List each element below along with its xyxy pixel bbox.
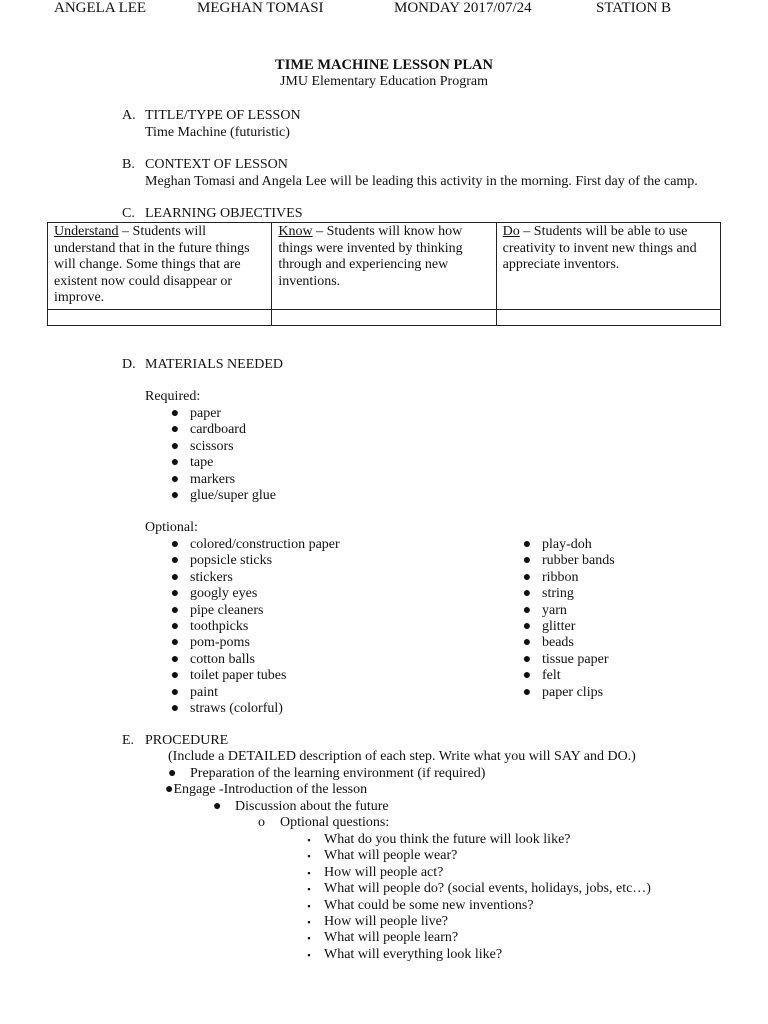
optional-material-item [168,586,340,602]
optional-material-item [168,537,340,553]
empty-cell [272,309,496,325]
optional-material-item [520,635,615,651]
procedure-note: (Include a DETAILED description of each step. Write what you will SAY and DO.) [168,749,636,764]
bullet-icon: ● [170,422,180,438]
circle-bullet-icon: o [258,815,265,830]
bullet-icon: ● [522,684,532,700]
procedure-prep-text: Preparation of the learning environment (if required) [190,766,486,781]
list-item-text: paint [190,684,218,700]
bullet-icon: ● [170,635,180,651]
question-item [302,848,651,864]
required-materials-list [168,406,276,504]
optional-questions-label: Optional questions: [280,815,390,830]
section-a [0,108,768,142]
empty-cell [496,309,720,325]
optional-material-item [520,603,615,619]
list-item-text: scissors [190,438,234,454]
optional-material-item [168,685,340,701]
section-letter: E. [122,733,135,748]
section-c [0,206,768,223]
bullet-icon: ● [170,406,180,421]
list-item-text: What do you think the future will look like? [324,832,571,847]
required-material-item [168,422,276,438]
objective-label: Do [502,224,520,239]
required-material-item [168,439,276,455]
list-item-text: cotton balls [190,651,255,667]
objective-know [272,223,496,310]
bullet-icon: ● [170,618,180,634]
question-item [302,914,651,930]
author-name-2: MEGHAN TOMASI [197,0,324,16]
bullet-icon: ● [522,651,532,667]
list-item-text: paper clips [542,684,604,700]
optional-material-item [520,570,615,586]
list-item-text: colored/construction paper [190,537,340,552]
section-body: Meghan Tomasi and Angela Lee will be leading this activity in the morning. First day of the camp. [145,173,698,189]
objective-understand [48,223,272,310]
question-item [302,898,651,914]
required-material-item [168,455,276,471]
bullet-icon: ● [170,455,180,471]
question-item [302,930,651,946]
section-b [0,157,768,191]
optional-materials-list-left [168,537,340,717]
square-bullet-icon: ▪ [307,835,311,845]
list-item-text: stickers [190,569,233,585]
procedure-engage-item [165,782,367,799]
optional-material-item [168,553,340,569]
required-material-item [168,406,276,422]
optional-material-item [520,668,615,684]
section-heading: TITLE/TYPE OF LESSON [145,108,301,123]
bullet-icon: ● [170,569,180,585]
square-bullet-icon: ▪ [307,916,311,927]
question-item [302,832,651,848]
bullet-icon: ● [170,700,180,716]
bullet-icon: ● [170,537,180,552]
bullet-icon: ● [170,487,180,503]
section-letter: B. [122,157,135,172]
optional-material-item [520,685,615,701]
optional-material-item [520,553,615,569]
list-item-text: googly eyes [190,586,258,602]
square-bullet-icon: ▪ [307,867,311,878]
list-item-text: How will people act? [324,864,444,880]
bullet-icon: ● [170,586,180,602]
procedure-prep-item [168,766,485,783]
list-item-text: glue/super glue [190,487,276,503]
question-item [302,947,651,963]
header-date: MONDAY 2017/07/24 [394,0,532,16]
section-d [0,357,768,374]
bullet-icon: ● [170,668,180,684]
square-bullet-icon: ▪ [307,933,311,944]
list-item-text: tissue paper [542,651,609,667]
section-heading: CONTEXT OF LESSON [145,157,288,172]
list-item-text: paper [190,406,222,421]
bullet-icon: ● [170,602,180,618]
bullet-icon: ● [170,553,180,569]
bullet-icon: ● [522,618,532,634]
questions-list [302,832,651,963]
list-item-text: beads [542,635,574,651]
author-name-1: ANGELA LEE [54,0,147,16]
optional-material-item [168,619,340,635]
optional-material-item [520,619,615,635]
document-title: TIME MACHINE LESSON PLAN [275,57,493,73]
bullet-icon: ● [170,438,180,454]
square-bullet-icon: ▪ [307,949,311,960]
section-e [0,733,768,750]
objectives-table [47,222,721,326]
bullet-icon: ● [165,782,174,797]
section-heading: PROCEDURE [145,733,229,748]
objective-text: – Students will be able to use creativity to invent new things and appreciate inventors. [502,224,697,272]
list-item-text: yarn [542,602,567,618]
empty-cell [48,309,272,325]
objective-text: – Students will understand that in the future things will change. Some things that are existent now could disappear or improve. [54,224,250,305]
list-item-text: ribbon [542,569,579,585]
square-bullet-icon: ▪ [307,851,311,862]
objectives-row [48,223,721,310]
optional-material-item [168,635,340,651]
bullet-icon: ● [213,799,222,814]
required-material-item [168,472,276,488]
bullet-icon: ● [522,586,532,602]
list-item-text: felt [542,668,561,684]
bullet-icon: ● [170,684,180,700]
section-heading: LEARNING OBJECTIVES [145,206,303,221]
optional-material-item [520,586,615,602]
section-heading: MATERIALS NEEDED [145,357,284,372]
list-item-text: What will people do? (social events, holidays, jobs, etc…) [324,881,651,897]
list-item-text: cardboard [190,422,246,438]
list-item-text: What will everything look like? [324,946,503,962]
bullet-icon: ● [170,651,180,667]
procedure-discussion-text: Discussion about the future [235,799,389,814]
list-item-text: pipe cleaners [190,602,264,618]
objective-label: Know [278,224,313,239]
list-item-text: How will people live? [324,913,449,929]
list-item-text: markers [190,471,236,487]
bullet-icon: ● [522,668,532,684]
objective-do [496,223,720,310]
list-item-text: string [542,586,574,602]
optional-material-item [520,652,615,668]
bullet-icon: ● [168,766,177,781]
question-item [302,881,651,897]
optional-material-item [168,701,340,717]
bullet-icon: ● [522,635,532,651]
list-item-text: straws (colorful) [190,700,283,716]
list-item-text: glitter [542,618,576,634]
optional-questions-item [258,815,389,832]
list-item-text: play-doh [542,537,592,552]
section-letter: D. [122,357,136,372]
optional-material-item [168,603,340,619]
list-item-text: What will people learn? [324,930,459,946]
list-item-text: toilet paper tubes [190,668,287,684]
optional-material-item [168,570,340,586]
list-item-text: pom-poms [190,635,250,651]
optional-material-item [168,652,340,668]
section-letter: C. [122,206,135,221]
procedure-engage-text: Engage -Introduction of the lesson [173,782,368,797]
optional-material-item [520,537,615,553]
bullet-icon: ● [522,569,532,585]
objective-text: – Students will know how things were invented by thinking through and experiencing new inventions. [278,224,463,289]
bullet-icon: ● [522,537,532,552]
bullet-icon: ● [522,602,532,618]
optional-label: Optional: [145,520,198,535]
bullet-icon: ● [170,471,180,487]
objective-label: Understand [54,224,119,239]
header-station: STATION B [596,0,672,16]
required-label: Required: [145,389,201,404]
document-subtitle: JMU Elementary Education Program [279,74,488,89]
section-letter: A. [122,108,136,123]
optional-materials-list-right [520,537,615,701]
bullet-icon: ● [522,553,532,569]
square-bullet-icon: ▪ [307,900,311,911]
list-item-text: tape [190,455,214,471]
section-body: Time Machine (futuristic) [145,124,290,140]
question-item [302,865,651,881]
procedure-discussion-item [213,799,389,816]
objectives-empty-row [48,309,721,325]
list-item-text: What could be some new inventions? [324,897,534,913]
list-item-text: What will people wear? [324,848,458,864]
list-item-text: rubber bands [542,553,615,569]
square-bullet-icon: ▪ [307,884,311,895]
list-item-text: popsicle sticks [190,553,273,569]
optional-material-item [168,668,340,684]
required-material-item [168,488,276,504]
list-item-text: toothpicks [190,618,249,634]
